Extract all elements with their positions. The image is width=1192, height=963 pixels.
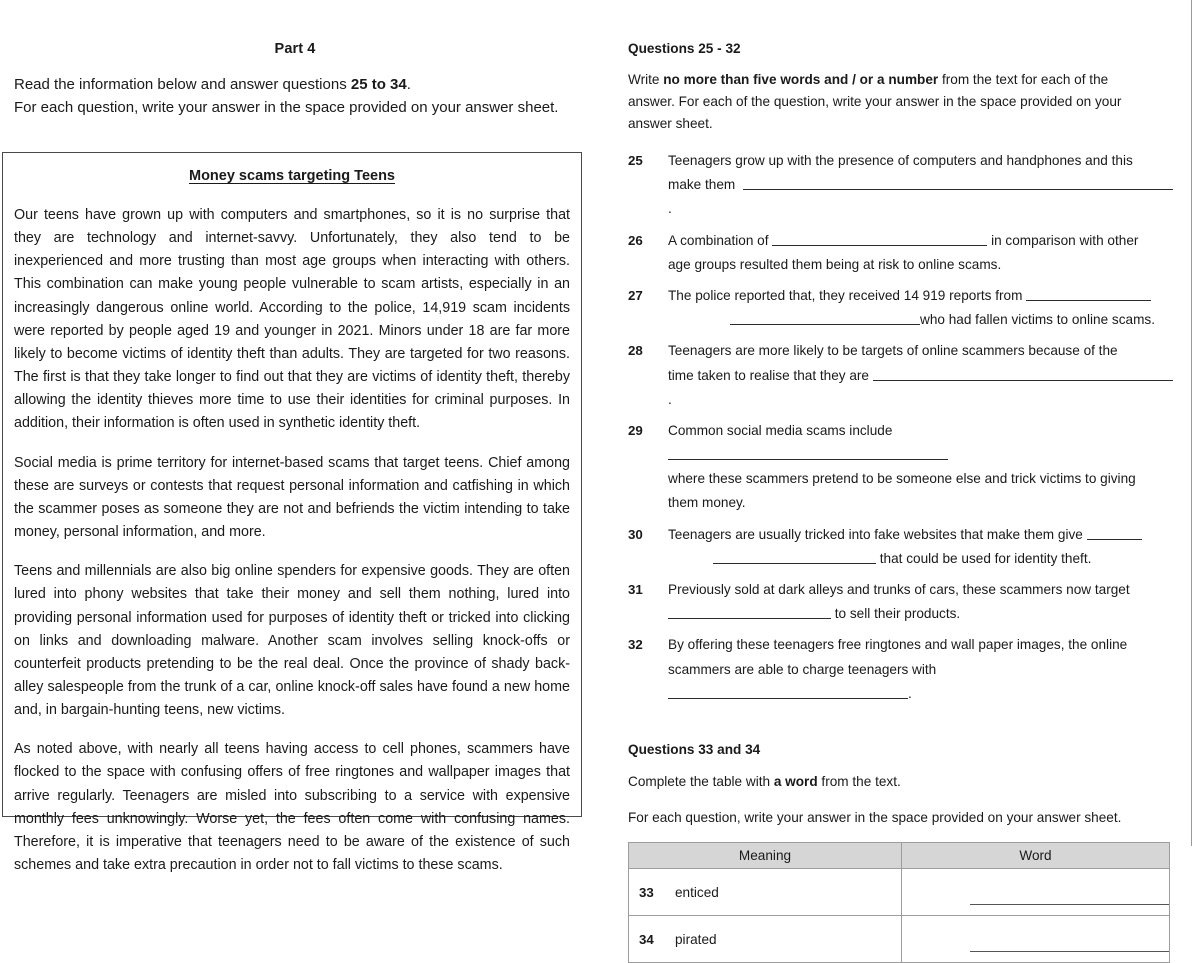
answer-blank[interactable] (730, 311, 920, 325)
table-row (629, 869, 1170, 916)
meaning-word-table (628, 842, 1170, 963)
answer-blank[interactable] (970, 891, 1170, 905)
table-instr-c: from the text. (817, 773, 901, 789)
row-number: 34 (639, 931, 654, 947)
question-line (668, 284, 1173, 308)
question-line: Teenagers are more likely to be targets of online scammers because of the (668, 343, 1118, 359)
questions-33-34-heading: Questions 33 and 34 (628, 741, 761, 757)
answer-blank[interactable] (668, 685, 908, 699)
questions-25-32-instructions (628, 69, 1158, 135)
reading-instructions (14, 73, 586, 120)
answer-blank[interactable] (668, 446, 948, 460)
question-number: 32 (628, 637, 643, 653)
passage-paragraph: Our teens have grown up with computers and smartphones, so it is no surprise that they are technology and internet-savvy. Unfortunately, they also tend to be inexperienced and more trusting than most age groups when interacting with others. This combination can make young people vulnerable to scam artists, especially in an increasingly dangerous online world. According to the police, 14,919 scam incidents were reported by people aged 19 and younger in 2021. Minors under 18 are far more likely to become victims of identity theft than adults. They are targeted for two reasons. The first is that they take longer to find out that they are victims of identity theft, thereby allowing the identity thieves more time to use their identities for criminal purposes. In addition, their information is often used in synthetic identity theft. (14, 207, 570, 432)
question-body (668, 339, 1173, 412)
question-text: make them (668, 177, 743, 193)
answer-blank[interactable] (1026, 287, 1151, 301)
instruction-text-c: . (406, 76, 411, 93)
question-text: Teenagers are usually tricked into fake websites that make them give (668, 526, 1087, 542)
instr-bold-rule: no more than five words and / or a number (663, 72, 939, 87)
question-line: Previously sold at dark alleys and trunks of cars, these scammers now target (668, 582, 1130, 598)
question-line: Teenagers grow up with the presence of computers and handphones and this (668, 153, 1133, 169)
instr-part-a: Write (628, 72, 664, 87)
question-number: 27 (628, 287, 643, 303)
question-number: 30 (628, 526, 643, 542)
question-body (668, 523, 1173, 571)
question-text: scammers are able to charge teenagers with (668, 661, 941, 677)
table-instruction-2: For each question, write your answer in the space provided on your answer sheet. (628, 809, 1122, 825)
question-line: where these scammers pretend to be someone else and trick victims to giving (668, 471, 1136, 487)
meaning-text: pirated (675, 931, 717, 947)
table-instr-bold: a word (773, 773, 818, 789)
question-text: The police reported that, they received 14 919 reports from (668, 287, 1027, 303)
question-body (668, 419, 1173, 516)
question-line: them money. (668, 495, 746, 511)
question-body (668, 284, 1173, 332)
table-instruction-1 (628, 771, 1173, 793)
question-line (668, 229, 1173, 253)
word-answer-cell[interactable] (902, 916, 1170, 963)
reading-passage-box (2, 152, 582, 874)
question-text: to sell their products. (831, 606, 961, 622)
question-line (668, 658, 1173, 706)
question-number: 31 (628, 582, 643, 598)
question-text: . (908, 685, 912, 701)
questions-25-32-heading: Questions 25 - 32 (628, 41, 741, 56)
question-line (668, 419, 1173, 467)
question-body (668, 633, 1173, 706)
question-line (668, 602, 1173, 626)
meaning-text: enticed (675, 884, 719, 900)
question-item-27 (628, 284, 1173, 332)
row-number: 33 (639, 884, 654, 900)
question-line (668, 308, 1173, 332)
meaning-cell (629, 869, 902, 916)
table-row (629, 916, 1170, 963)
question-body (668, 578, 1173, 626)
question-item-31 (628, 578, 1173, 626)
left-column (0, 0, 600, 874)
part-title: Part 4 (274, 41, 316, 57)
table-instr-a: Complete the table with (628, 773, 774, 789)
question-text: A combination of (668, 232, 773, 248)
column-header-meaning: Meaning (629, 843, 902, 869)
question-line (668, 547, 1173, 571)
question-item-25 (628, 149, 1173, 222)
passage-paragraph: Social media is prime territory for internet-based scams that target teens. Chief among these are surveys or contests that request personal information and catfishing in which the scammer poses as someone they are not and befriends the victim intending to take money, personal information, and more. (14, 454, 570, 541)
question-item-26 (628, 229, 1173, 277)
question-body (668, 149, 1173, 222)
question-item-30 (628, 523, 1173, 571)
question-line: By offering these teenagers free ringtones and wall paper images, the online (668, 637, 1128, 653)
question-item-28 (628, 339, 1173, 412)
question-body (668, 229, 1173, 277)
question-text: who had fallen victims to online scams. (920, 312, 1155, 328)
column-header-word: Word (902, 843, 1170, 869)
instruction-line-2: For each question, write your answer in the space provided on your answer sheet. (14, 99, 559, 117)
question-line (668, 523, 1173, 547)
answer-blank[interactable] (970, 938, 1170, 952)
passage-title: Money scams targeting Teens (188, 168, 396, 184)
question-text: . (668, 391, 672, 407)
passage-paragraph: Teens and millennials are also big online spenders for expensive goods. They are often lured into phony websites that take their money and sell them nothing, lured into providing personal information used for purposes of identity theft or tricked into clicking on links and downloading malware. Another scam involves selling knock-offs or counterfeit products pretending to be the real deal. Once the province of shady back-alley salespeople from the trunk of a car, online knock-off sales have found a new home and, in bargain-hunting teens, new victims. (14, 563, 570, 719)
question-line: age groups resulted them being at risk to online scams. (668, 256, 1002, 272)
table-header-row (629, 843, 1170, 869)
questions-list (628, 149, 1173, 706)
question-line (668, 364, 1173, 412)
passage-paragraph: As noted above, with nearly all teens having access to cell phones, scammers have flocked to the space with confusing offers of free ringtones and wallpaper images that arrive regularly. Teenagers are misled into subscribing to a service with expensive monthly fees unknowingly. Worse yet, the fees often come with confusing names. Therefore, it is imperative that teenagers need to be aware of the existence of such schemes and take extra precaution in order not to fall victims to these scams. (14, 741, 570, 874)
question-number: 28 (628, 343, 643, 359)
question-number: 29 (628, 422, 643, 438)
question-line (668, 173, 1173, 221)
answer-blank[interactable] (668, 605, 831, 619)
question-text: . (668, 201, 672, 217)
answer-blank[interactable] (772, 232, 987, 246)
word-answer-cell[interactable] (902, 869, 1170, 916)
question-range-bold: 25 to 34 (350, 76, 407, 93)
question-item-32 (628, 633, 1173, 706)
question-item-29 (628, 419, 1173, 516)
question-text: that could be used for identity theft. (876, 550, 1092, 566)
question-number: 25 (628, 153, 643, 169)
answer-blank[interactable] (743, 176, 1173, 190)
question-text: Common social media scams include (668, 422, 897, 438)
answer-blank[interactable] (1087, 526, 1142, 540)
answer-blank[interactable] (873, 367, 1173, 381)
right-column (628, 0, 1173, 963)
instr-part-c: from the text for each of the answer. For each of the question, write your answer in the space provided on your answer sheet. (628, 72, 1122, 132)
question-number: 26 (628, 232, 643, 248)
question-text: time taken to realise that they are (668, 367, 873, 383)
answer-blank[interactable] (713, 550, 876, 564)
instruction-text-a: Read the information below and answer questions (14, 76, 351, 93)
meaning-cell (629, 916, 902, 963)
question-text: in comparison with other (987, 232, 1139, 248)
